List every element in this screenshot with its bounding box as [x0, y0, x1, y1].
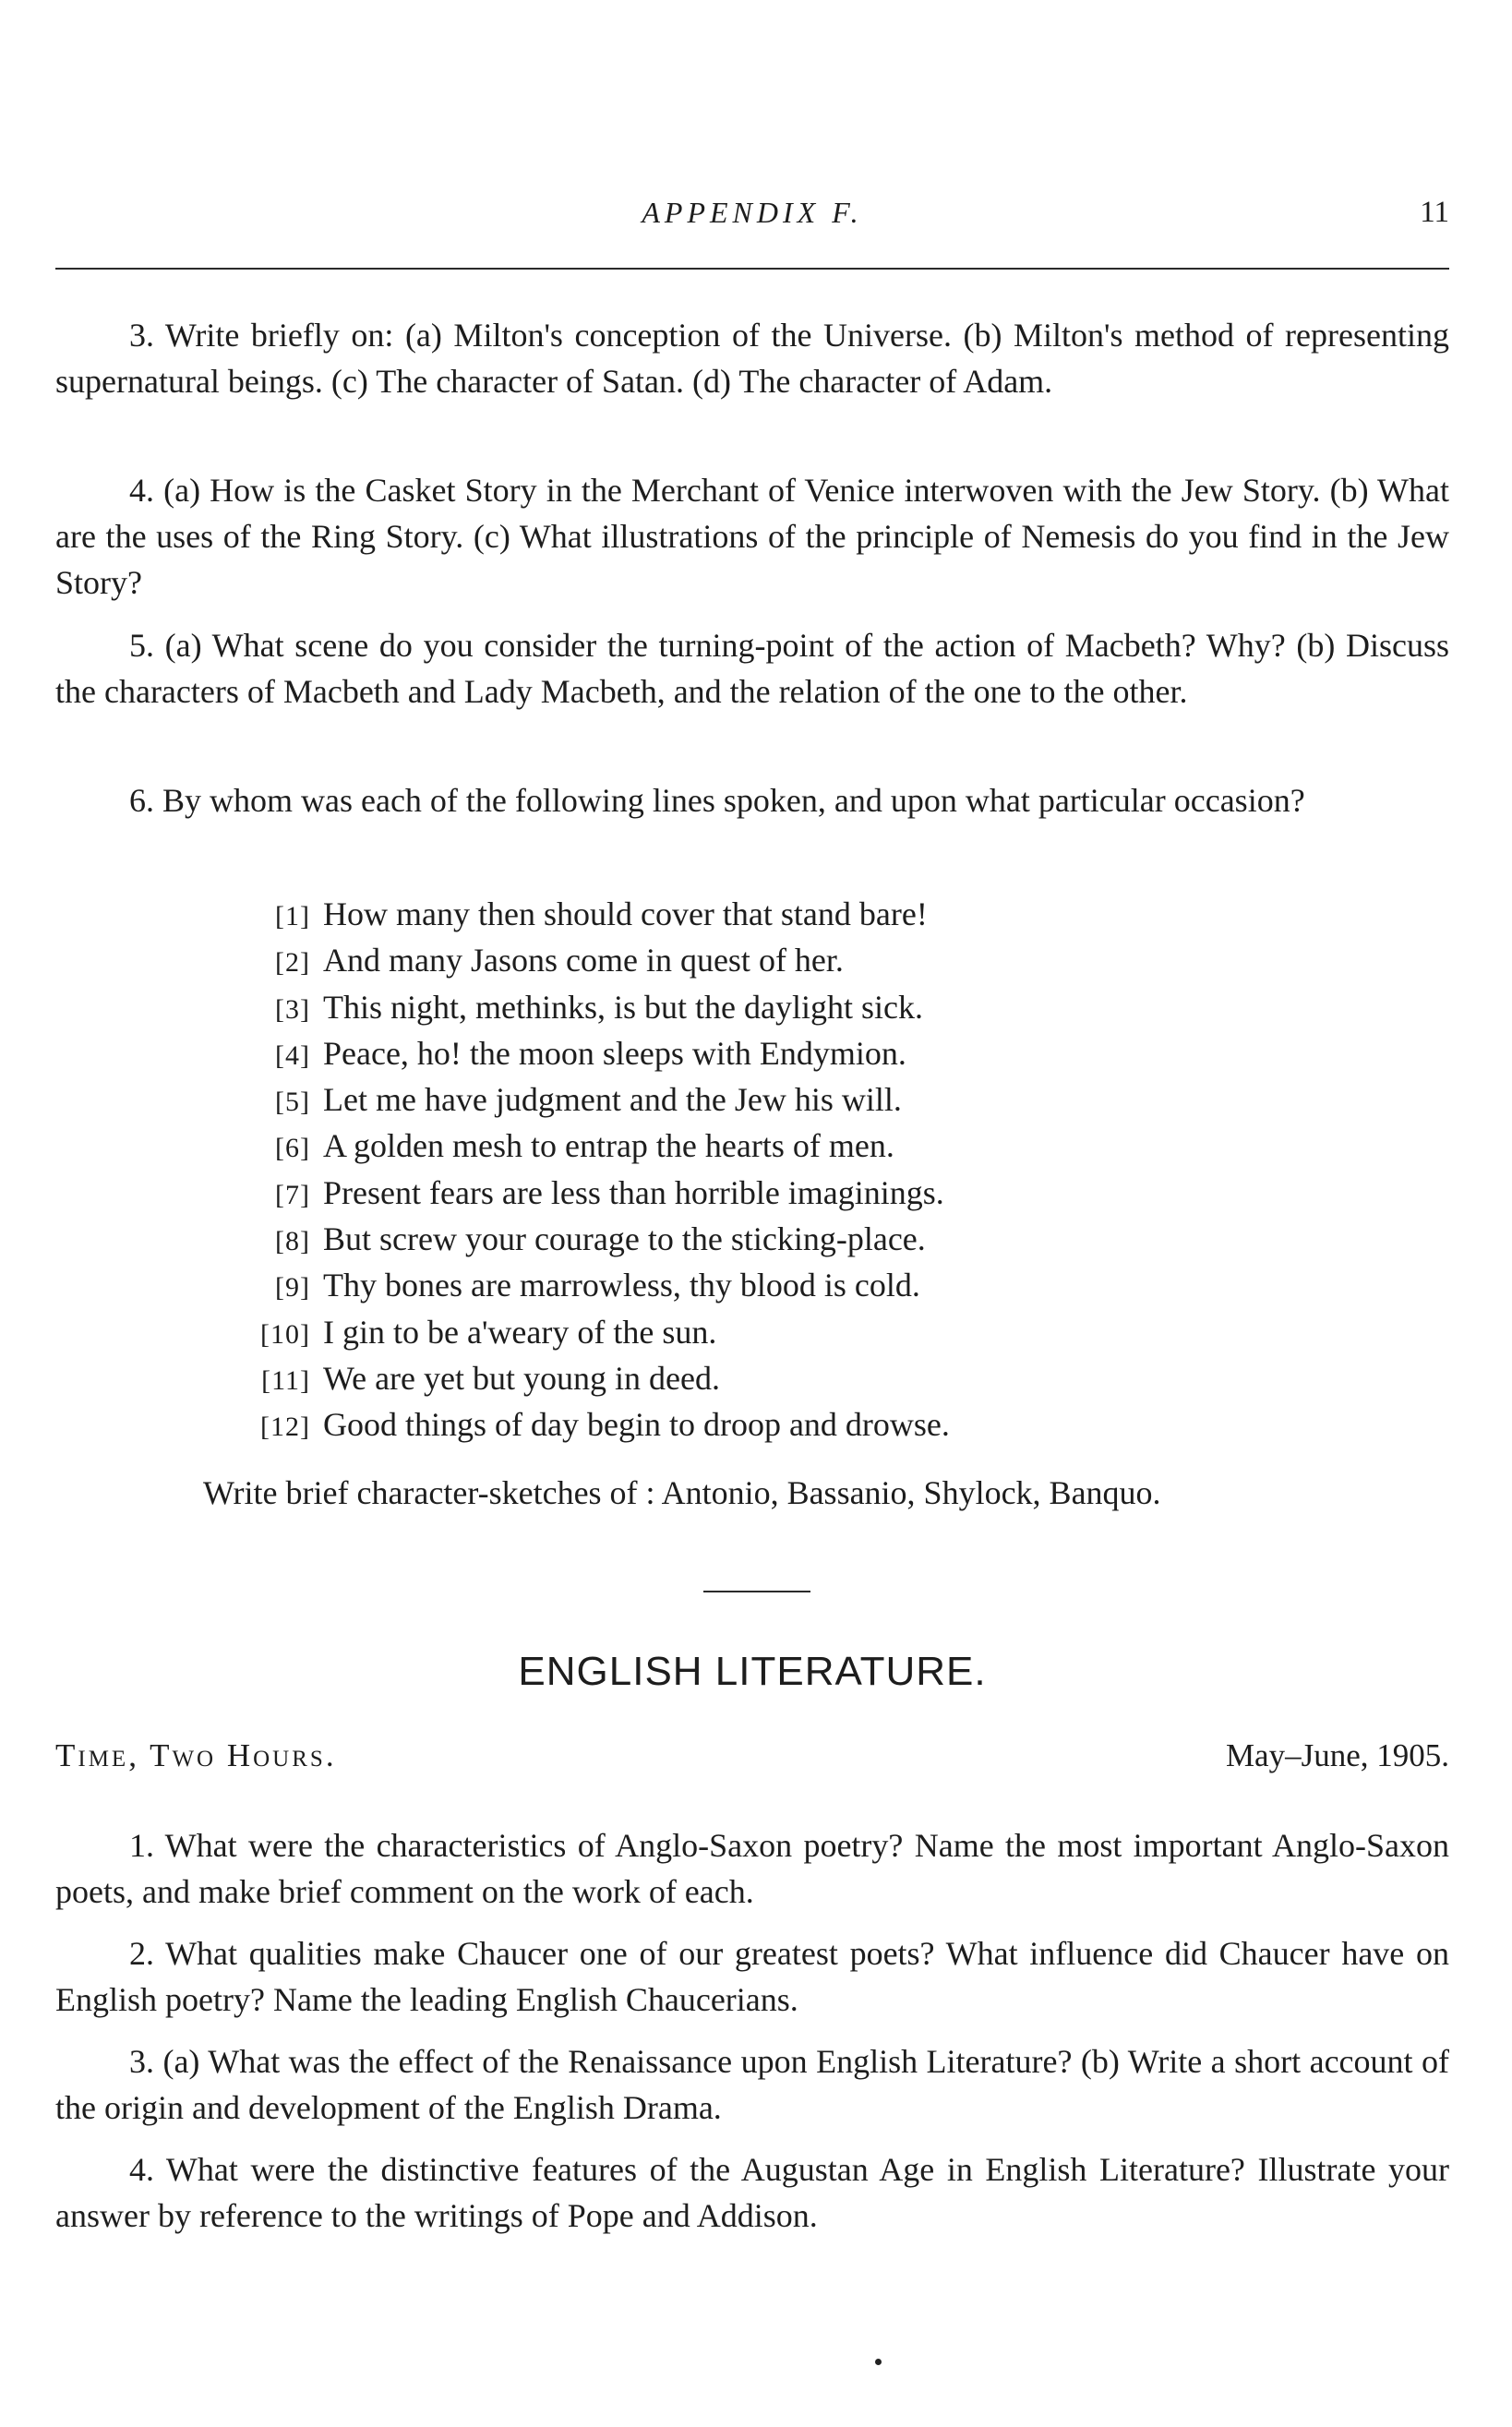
line-number: [9] — [275, 1272, 310, 1304]
line-number: [10] — [260, 1318, 310, 1350]
quoted-line — [227, 1030, 1242, 1076]
literature-question-2: 2. What qualities make Chaucer one of our greatest poets? What influence did Chaucer have on English poetry? Name the leading English Chaucerians. — [55, 1935, 1449, 2018]
line-number: [1] — [275, 901, 310, 931]
line-number: [8] — [275, 1226, 310, 1257]
line-text: Peace, ho! the moon sleeps with Endymion. — [323, 1034, 906, 1072]
exam-time: Time, Two Hours. — [55, 1737, 337, 1773]
line-text: Thy bones are marrowless, thy blood is cold. — [323, 1267, 920, 1304]
line-text: This night, methinks, is but the daylight sick. — [323, 988, 923, 1026]
character-sketches-question: Write brief character-sketches of : Antonio, Bassanio, Shylock, Banquo. — [203, 1474, 1161, 1511]
line-text: Present fears are less than horrible imaginings. — [323, 1173, 944, 1211]
header-rule — [55, 268, 1449, 270]
line-text: How many then should cover that stand bare! — [323, 895, 928, 932]
line-number: [5] — [275, 1087, 310, 1118]
line-text: Good things of day begin to droop and drowse. — [323, 1406, 950, 1444]
exam-date: May–June, 1905. — [1225, 1737, 1449, 1773]
line-text: We are yet but young in deed. — [323, 1359, 720, 1397]
ink-speck — [875, 2359, 882, 2365]
line-number: [4] — [275, 1039, 310, 1071]
document-page — [55, 0, 1449, 2427]
question-4: 4. (a) How is the Casket Story in the Merchant of Venice interwoven with the Jew Story. (b) What are the uses of the Ring Story. (c) What illustrations of the principle of Nemesis do you find in the Jew Story? — [55, 472, 1449, 601]
line-number: [2] — [275, 947, 310, 979]
line-number: [6] — [275, 1133, 310, 1164]
quoted-line — [227, 1123, 1242, 1169]
line-number: [3] — [275, 993, 310, 1025]
literature-question-1: 1. What were the characteristics of Anglo-Saxon poetry? Name the most important Anglo-Saxon poets, and make brief comment on the work of each. — [55, 1827, 1449, 1910]
line-text: And many Jasons come in quest of her. — [323, 942, 844, 979]
line-text: Let me have judgment and the Jew his will. — [323, 1081, 902, 1119]
quoted-line — [227, 1355, 1242, 1401]
question-3: 3. Write briefly on: (a) Milton's conception of the Universe. (b) Milton's method of representing supernatural beings. (c) The character of Satan. (d) The character of Adam. — [55, 317, 1449, 400]
literature-question-3: 3. (a) What was the effect of the Renaissance upon English Literature? (b) Write a short account of the origin and development of the English Drama. — [55, 2043, 1449, 2126]
section-heading: ENGLISH LITERATURE. — [518, 1649, 987, 1694]
quoted-line — [227, 1216, 1242, 1262]
line-number: [11] — [261, 1364, 310, 1396]
quoted-line — [227, 1076, 1242, 1123]
quoted-lines-list — [227, 891, 1242, 1448]
quoted-line — [227, 1170, 1242, 1216]
quoted-line — [227, 937, 1242, 983]
line-text: A golden mesh to entrap the hearts of men. — [323, 1127, 894, 1165]
line-text: But screw your courage to the sticking-place. — [323, 1220, 926, 1258]
quoted-line — [227, 1401, 1242, 1448]
line-text: I gin to be a'weary of the sun. — [323, 1313, 717, 1351]
exam-meta — [55, 1737, 1449, 1784]
line-number: [7] — [275, 1179, 310, 1210]
page-number: 11 — [1420, 196, 1449, 229]
question-6: 6. By whom was each of the following lines spoken, and upon what particular occasion? — [129, 782, 1305, 819]
line-number: [12] — [260, 1412, 310, 1443]
quoted-line — [227, 1262, 1242, 1308]
literature-question-4: 4. What were the distinctive features of the Augustan Age in English Literature? Illustrate your answer by reference to the writings of Pope and Addison. — [55, 2151, 1449, 2234]
running-title: APPENDIX F. — [642, 196, 863, 229]
question-5: 5. (a) What scene do you consider the turning-point of the action of Macbeth? Why? (b) Discuss the characters of Macbeth and Lady Macbeth, and the relation of the one to the other. — [55, 627, 1449, 710]
quoted-line — [227, 1309, 1242, 1355]
quoted-line — [227, 891, 1242, 937]
quoted-line — [227, 984, 1242, 1030]
running-header — [55, 196, 1449, 242]
section-divider — [703, 1591, 810, 1592]
